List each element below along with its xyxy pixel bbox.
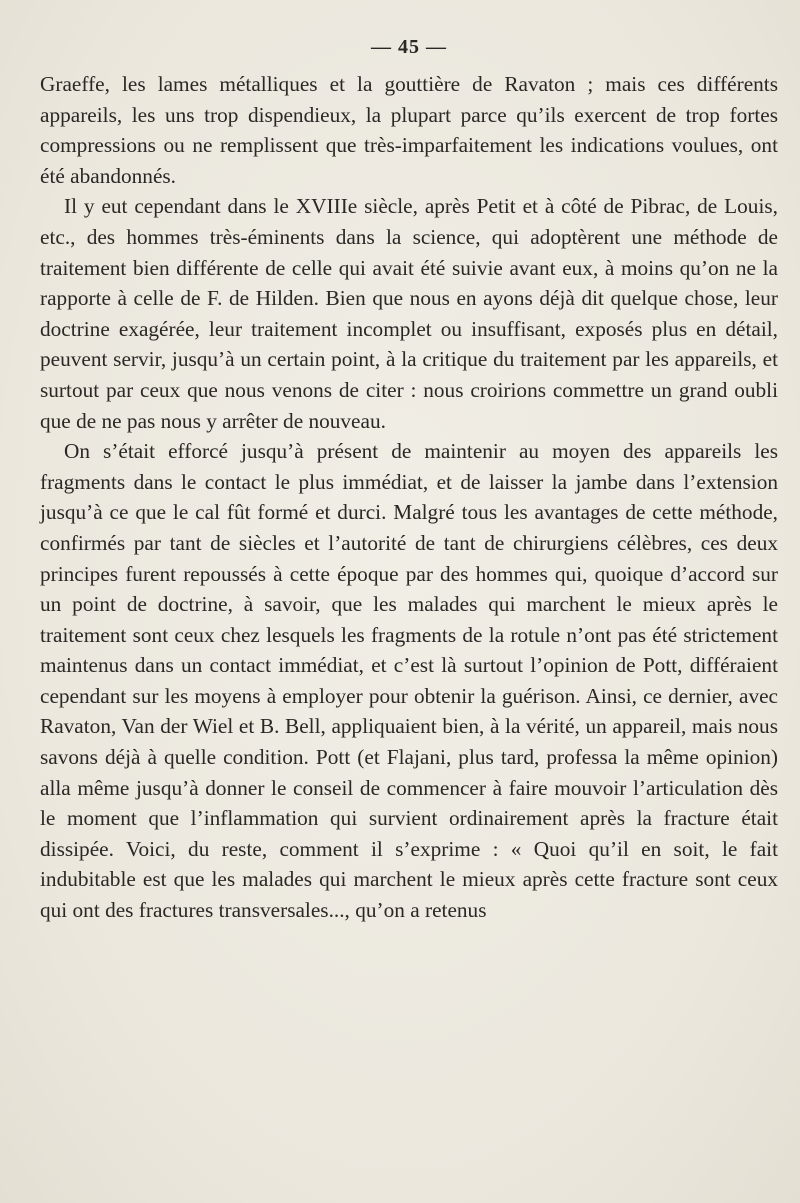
paragraph-3: On s’était efforcé jusqu’à présent de maintenir au moyen des appareils les fragments dans le contact le plus immédiat, et de laisser la jambe dans l’extension jusqu’à ce que le cal fût formé et durci. Malgré tous les avantages de cette méthode, confirmés par tant de siècles et l’autorité de tant de chirurgiens célèbres, ces deux principes furent repoussés à cette époque par des hommes qui, quoique d’accord sur un point de doctrine, à savoir, que les malades qui marchent le mieux après le traitement sont ceux chez lesquels les fragments de la rotule n’ont pas été strictement maintenus dans un contact immédiat, et c’est là surtout l’opinion de Pott, différaient cependant sur les moyens à employer pour obtenir la guérison. Ainsi, ce dernier, avec Ravaton, Van der Wiel et B. Bell, appliquaient bien, à la vérité, un appareil, mais nous savons déjà à quelle condition. Pott (et Flajani, plus tard, professa la même opinion) alla même jusqu’à donner le conseil de commencer à faire mouvoir l’articulation dès le moment que l’inflammation qui survient ordinairement après la fracture était dissipée. Voici, du reste, comment il s’exprime : « Quoi qu’il en soit, le fait indubitable est que les malades qui marchent le mieux après cette fracture sont ceux qui ont des fractures transversales..., qu’on a retenus (40, 439, 778, 923)
paragraph-2: Il y eut cependant dans le XVIIIe siècle, après Petit et à côté de Pibrac, de Louis, etc., des hommes très-éminents dans la science, qui adoptèrent une méthode de traitement bien différente de celle qui avait été suivie avant eux, à moins qu’on ne la rapporte à celle de F. de Hilden. Bien que nous en ayons déjà dit quelque chose, leur doctrine exagérée, leur traitement incomplet ou insuffisant, exposés plus en détail, peuvent servir, jusqu’à un certain point, à la critique du traitement par les appareils, et surtout par ceux que nous venons de citer : nous croirions commettre un grand oubli que de ne pas nous y arrêter de nouveau. (40, 194, 778, 433)
body-text (40, 69, 778, 926)
paragraph-1: Graeffe, les lames métalliques et la gouttière de Ravaton ; mais ces différents appareils, les uns trop dispendieux, la plupart parce qu’ils exercent de trop fortes compressions ou ne remplissent que très-imparfaitement les indications voulues, ont été abandonnés. (40, 72, 778, 188)
page-number: — 45 — (371, 36, 447, 58)
